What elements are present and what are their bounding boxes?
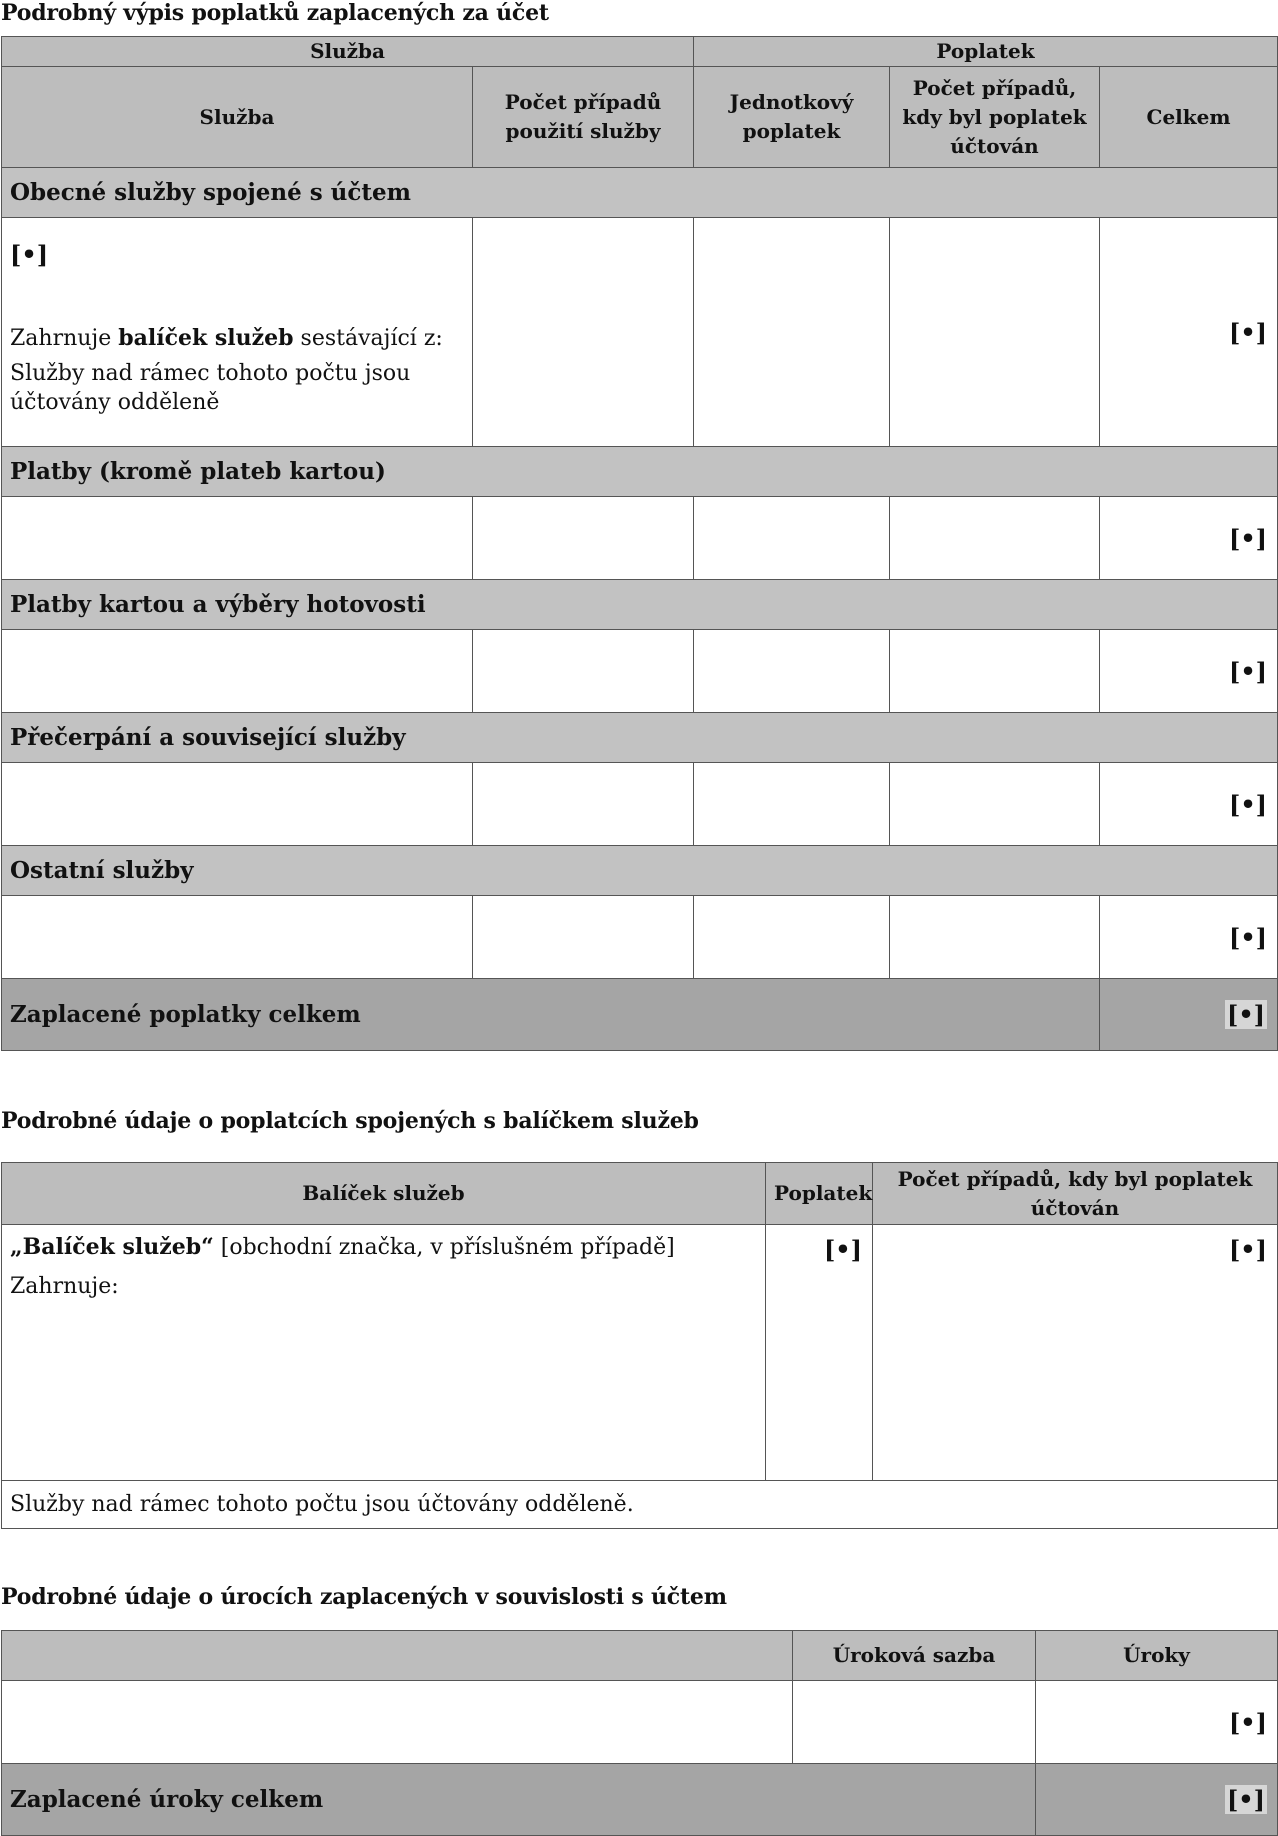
package-note: Služby nad rámec tohoto počtu jsou účtovány odděleně. [2,1481,1278,1529]
category-label: Platby kartou a výběry hotovosti [2,580,1278,630]
total-placeholder: [•] [1100,218,1278,447]
data-row [2,497,1278,580]
empty-cell [2,630,473,713]
package-note-row [2,1481,1278,1529]
empty-cell [890,497,1100,580]
empty-cell [473,896,694,979]
col-header-times-charged: Počet případů, kdy byl poplatek účtován [890,67,1100,168]
general-placeholder: [•] [10,240,49,269]
empty-cell [473,497,694,580]
package-title: Podrobné údaje o poplatcích spojených s balíčkem služeb [1,1108,699,1134]
total-placeholder: [•] [1100,630,1278,713]
fees-group-header-row [2,37,1278,67]
group-header-fee: Poplatek [694,37,1278,67]
col-header-uses: Počet případů použití služby [473,67,694,168]
general-note: Služby nad rámec tohoto počtu jsou účtovány odděleně [10,361,411,415]
empty-cell [2,1681,793,1764]
category-label: Přečerpání a související služby [2,713,1278,763]
fees-column-header-row [2,67,1278,168]
package-table [1,1162,1278,1529]
category-label: Obecné služby spojené s účtem [2,168,1278,218]
data-row [2,896,1278,979]
interest-total-value: [•] [1036,1764,1278,1836]
fees-total-row [2,979,1278,1051]
category-row [2,168,1278,218]
fees-table [1,36,1278,1051]
empty-cell [694,630,890,713]
empty-cell [694,497,890,580]
total-placeholder: [•] [1100,896,1278,979]
data-row [2,630,1278,713]
col-header-interest: Úroky [1036,1631,1278,1681]
empty-cell [473,218,694,447]
fees-total-label: Zaplacené poplatky celkem [2,979,1100,1051]
category-row [2,846,1278,896]
col-header-unit-fee: Jednotkový poplatek [694,67,890,168]
general-services-row [2,218,1278,447]
col-header-rate: Úroková sazba [793,1631,1036,1681]
col-header-total: Celkem [1100,67,1278,168]
empty-cell [890,896,1100,979]
empty-cell [2,497,473,580]
interest-data-row [2,1681,1278,1764]
empty-cell [890,218,1100,447]
empty-cell [473,630,694,713]
fees-total-value: [•] [1100,979,1278,1051]
category-label: Ostatní služby [2,846,1278,896]
empty-cell [694,218,890,447]
empty-cell [2,896,473,979]
data-row [2,763,1278,846]
interest-table [1,1630,1278,1836]
col-header-blank [2,1631,793,1681]
empty-cell [890,763,1100,846]
package-header-row [2,1163,1278,1225]
empty-cell [473,763,694,846]
col-header-service: Služba [2,67,473,168]
col-header-times-charged: Počet případů, kdy byl poplatek účtován [873,1163,1278,1225]
empty-cell [694,896,890,979]
fees-title: Podrobný výpis poplatků zaplacených za účet [1,0,549,26]
interest-total-label: Zaplacené úroky celkem [2,1764,1036,1836]
package-times-placeholder: [•] [873,1225,1278,1481]
interest-total-row [2,1764,1278,1836]
package-includes: Zahrnuje: [10,1274,119,1299]
empty-cell [793,1681,1036,1764]
col-header-fee: Poplatek [766,1163,873,1225]
group-header-service: Služba [2,37,694,67]
category-label: Platby (kromě plateb kartou) [2,447,1278,497]
package-cell [2,1225,766,1481]
interest-header-row [2,1631,1278,1681]
total-placeholder: [•] [1100,497,1278,580]
col-header-package: Balíček služeb [2,1163,766,1225]
interest-title: Podrobné údaje o úrocích zaplacených v souvislosti s účtem [1,1584,727,1610]
category-row [2,713,1278,763]
category-row [2,447,1278,497]
category-row [2,580,1278,630]
empty-cell [694,763,890,846]
package-fee-placeholder: [•] [766,1225,873,1481]
empty-cell [2,763,473,846]
general-services-cell [2,218,473,447]
package-name: „Balíček služeb“ [obchodní značka, v příslušném případě] [10,1234,675,1260]
package-row [2,1225,1278,1481]
package-includes-text: Zahrnuje balíček služeb sestávající z: [10,325,443,351]
total-placeholder: [•] [1100,763,1278,846]
empty-cell [890,630,1100,713]
interest-placeholder: [•] [1036,1681,1278,1764]
